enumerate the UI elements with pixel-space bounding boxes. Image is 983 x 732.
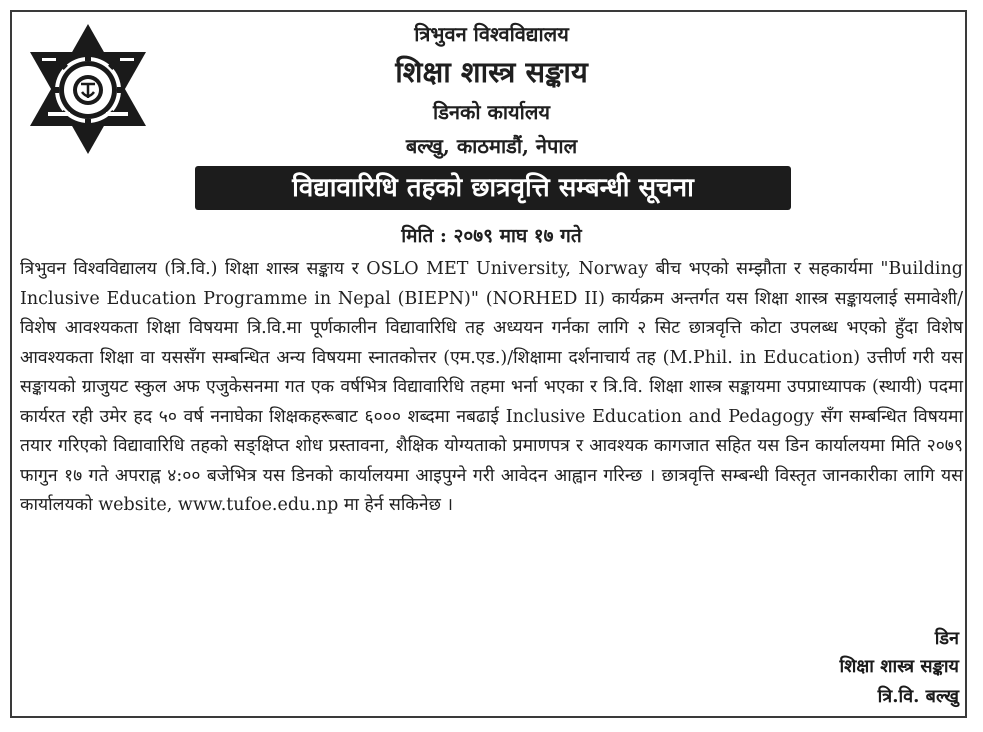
- notice-body: त्रिभुवन विश्वविद्यालय (त्रि.वि.) शिक्षा शास्त्र सङ्काय र OSLO MET University, Norway बीच भएको सम्झौता र सहकार्यमा "Building Inclusive Education Programme in Nepal (BIEPN)" (NORHED II) कार्यक्रम अन्तर्गत यस शिक्षा शास्त्र सङ्कायलाई समावेशी/विशेष आवश्यकता शिक्षा विषयमा त्रि.वि.मा पूर्णकालीन विद्यावारिधि तह अध्ययन गर्नका लागि २ सिट छात्रवृत्ति कोटा उपलब्ध भएको हुँदा विशेष आवश्यकता शिक्षा वा यससँग सम्बन्धित अन्य विषयमा स्नातकोत्तर (एम.एड.)/शिक्षामा दर्शनाचार्य तह (M.Phil. in Education) उत्तीर्ण गरी यस सङ्कायको ग्राजुयट स्कुल अफ एजुकेसनमा गत एक वर्षभित्र विद्यावारिधि तहमा भर्ना भएका र त्रि.वि. शिक्षा शास्त्र सङ्कायमा उपप्राध्यापक (स्थायी) पदमा कार्यरत रही उमेर हद ५० वर्ष ननाघेका शिक्षकहरूबाट ६००० शब्दमा नबढाई Inclusive Education and Pedagogy सँग सम्बन्धित विषयमा तयार गरिएको विद्यावारिधि तहको सङ्क्षिप्त शोध प्रस्तावना, शैक्षिक योग्यताको प्रमाणपत्र र आवश्यक कागजात सहित यस डिन कार्यालयमा मिति २०७९ फागुन १७ गते अपराह्न ४:०० बजेभित्र यस डिनको कार्यालयमा आइपुग्ने गरी आवेदन आह्वान गरिन्छ । छात्रवृत्ति सम्बन्धी विस्तृत जानकारीका लागि यस कार्यालयको website, www.tufoe.edu.np मा हेर्न सकिनेछ ।: [20, 259, 963, 515]
- notice-date: मिति : २०७९ माघ १७ गते: [401, 225, 582, 247]
- signature-faculty: शिक्षा शास्त्र सङ्काय: [839, 656, 959, 677]
- address: बल्खु, काठमाडौं, नेपाल: [405, 134, 578, 158]
- university-name: त्रिभुवन विश्वविद्यालय: [414, 22, 569, 46]
- office-name: डिनको कार्यालय: [433, 100, 550, 124]
- notice-title: विद्यावारिधि तहको छात्रवृत्ति सम्बन्धी सूचना: [195, 166, 791, 210]
- signature-place: त्रि.वि. बल्खु: [877, 686, 959, 707]
- signature-title: डिन: [934, 628, 959, 649]
- faculty-name: शिक्षा शास्त्र सङ्काय: [395, 55, 588, 89]
